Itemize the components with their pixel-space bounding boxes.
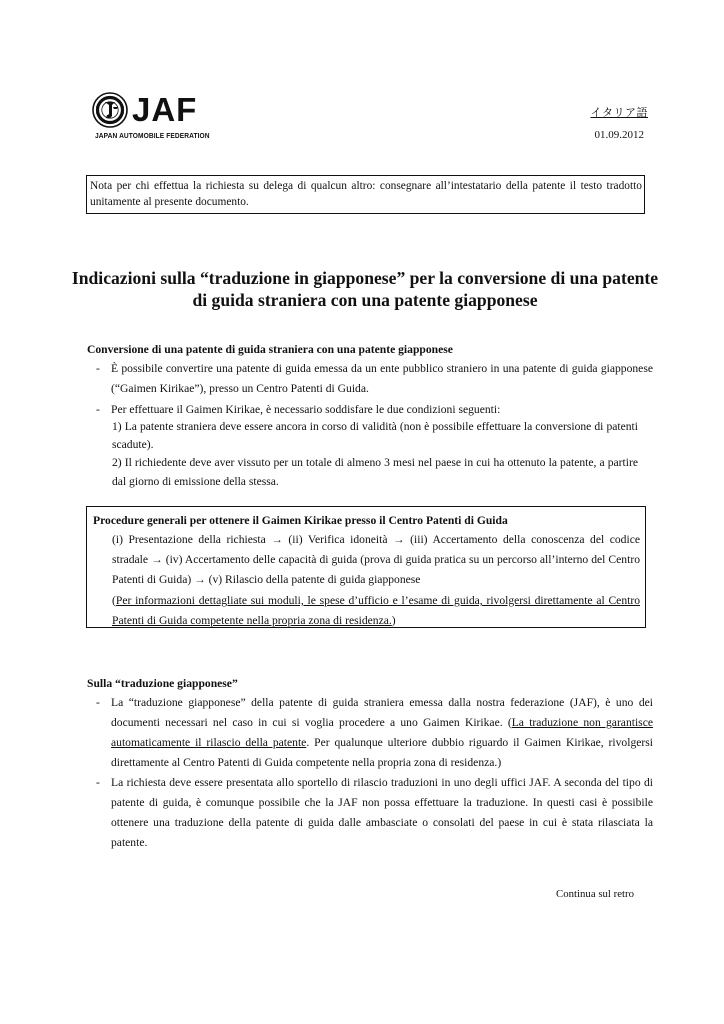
section-heading-translation: Sulla “traduzione giapponese” bbox=[87, 677, 238, 690]
paragraph-text: La richiesta deve essere presentata allo sportello di rilascio traduzioni in uno degli uffici JAF. A seconda del tipo di patente di guida, è comunque possibile che la JAF non possa effettuare la traduzione. In questi casi è possibile ottenere una traduzione della patente di guida dalle ambasciate o consolati del paese in cui è stata rilasciata la patente. bbox=[111, 776, 653, 849]
paragraph-conversion-intro bbox=[96, 359, 653, 399]
paragraph-text: È possibile convertire una patente di guida emessa da un ente pubblico straniero in una patente di guida giapponese (“Gaimen Kirikae”), presso un Centro Patenti di Guida. bbox=[111, 362, 653, 395]
logo-wordmark: JAF bbox=[132, 91, 198, 128]
list-dash: - bbox=[96, 403, 100, 416]
document-title: Indicazioni sulla “traduzione in giapponese” per la conversione di una patente di guida straniera con una patente giapponese bbox=[71, 268, 659, 310]
condition-1: 1) La patente straniera deve essere ancora in corso di validità (non è possibile effettuare la conversione di patenti scadute). bbox=[112, 420, 638, 451]
delegation-notice-box: Nota per chi effettua la richiesta su delega di qualcun altro: consegnare all’intestatario della patente il testo tradotto unitamente al presente documento. bbox=[86, 175, 645, 214]
paragraph-conditions-intro bbox=[96, 400, 653, 420]
list-dash: - bbox=[96, 776, 100, 789]
section-heading-conversion: Conversione di una patente di guida straniera con una patente giapponese bbox=[87, 343, 453, 356]
procedure-title: Procedure generali per ottenere il Gaimen Kirikae presso il Centro Patenti di Guida bbox=[93, 514, 508, 527]
paragraph-translation-purpose bbox=[96, 693, 653, 773]
procedure-steps: (i) Presentazione della richiesta → (ii) Verifica idoneità → (iii) Accertamento della conoscenza del codice stradale → (iv) Accertamento delle capacità di guida (prova di guida pratica su un percorso all’interno del Centro Patenti di Guida) → (v) Rilascio della patente di guida giapponese bbox=[112, 533, 640, 586]
paragraph-text-underlined: La traduzione non garantisce automaticamente il rilascio della patente bbox=[111, 716, 653, 749]
condition-2: 2) Il richiedente deve aver vissuto per un totale di almeno 3 mesi nel paese in cui ha ottenuto la patente, a partire dal giorno di emissione della stessa. bbox=[112, 456, 638, 488]
procedure-info bbox=[112, 591, 640, 631]
paren-close: ) bbox=[391, 614, 396, 627]
paragraph-text-b: . Per qualunque ulteriore dubbio riguardo il Gaimen Kirikae, rivolgersi direttamente al Centro Patenti di Guida competente nella propria zona di residenza.) bbox=[111, 736, 653, 769]
language-label: イタリア語 bbox=[590, 106, 648, 119]
paragraph-text-a: La “traduzione giapponese” della patente di guida straniera emessa dalla nostra federazione (JAF), è uno dei documenti necessari nel caso in cui si voglia procedere a uno Gaimen Kirikae. ( bbox=[111, 696, 653, 729]
continue-on-back-label: Continua sul retro bbox=[556, 888, 634, 900]
jaf-emblem-icon bbox=[92, 92, 128, 128]
paren-open: ( bbox=[112, 594, 116, 607]
paragraph-translation-request bbox=[96, 773, 653, 853]
paragraph-text: Per effettuare il Gaimen Kirikae, è necessario soddisfare le due condizioni seguenti: bbox=[111, 403, 501, 416]
procedure-info-text: Per informazioni dettagliate sui moduli, le spese d’ufficio e l’esame di guida, rivolgersi direttamente al Centro Patenti di Guida competente nella propria zona di residenza. bbox=[112, 594, 640, 627]
logo-subtitle: JAPAN AUTOMOBILE FEDERATION bbox=[95, 131, 210, 140]
procedure-box bbox=[86, 506, 646, 628]
list-dash: - bbox=[96, 696, 100, 709]
list-dash: - bbox=[96, 362, 100, 375]
jaf-logo bbox=[92, 92, 222, 142]
document-date: 01.09.2012 bbox=[594, 129, 644, 141]
